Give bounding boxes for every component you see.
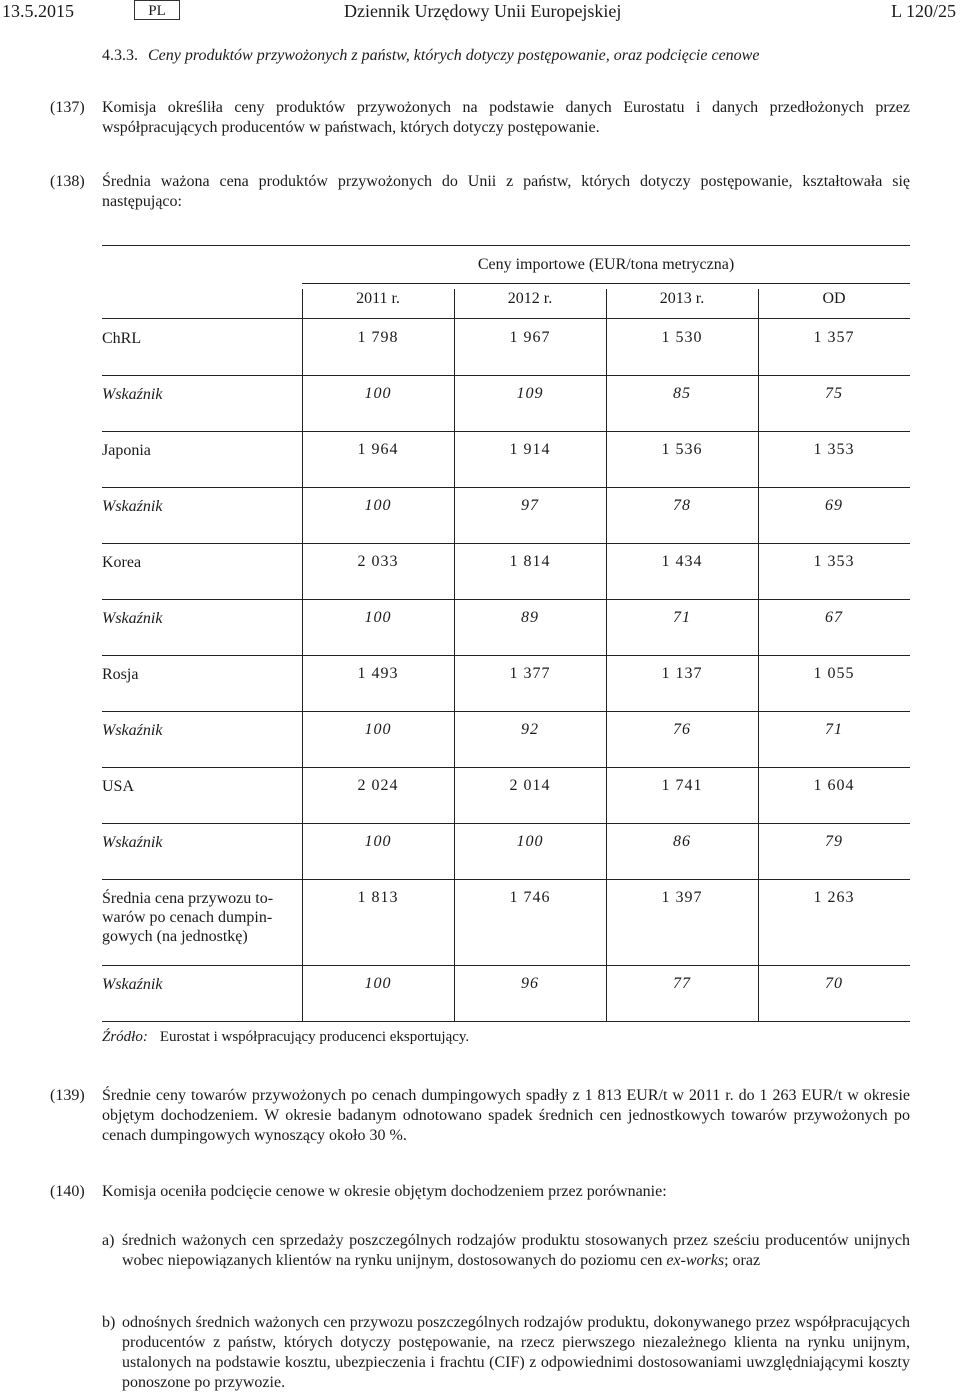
table-cell: 2 024 <box>357 777 399 794</box>
row-label: Japonia <box>102 442 151 459</box>
list-item-a <box>102 1231 910 1271</box>
table-cell: 69 <box>825 497 843 514</box>
source-text: Eurostat i współpracujący producenci eksportujący. <box>159 1029 470 1045</box>
row-label: Korea <box>102 554 142 571</box>
row-label: Wskaźnik <box>102 386 163 403</box>
table-cell: 89 <box>521 609 539 626</box>
table-caption: Ceny importowe (EUR/tona metryczna) <box>477 256 735 273</box>
paragraph-text: Komisja określiła ceny produktów przywożonych na podstawie danych Eurostatu i danych przedłożonych przez współpracujących producentów w państwach, których dotyczy postępowanie. <box>102 99 910 136</box>
table-row <box>102 319 910 375</box>
table-cell: 97 <box>521 497 539 514</box>
row-label: Wskaźnik <box>102 610 163 627</box>
table-cell: 1 055 <box>813 665 855 682</box>
paragraph-140 <box>50 1182 910 1202</box>
table-cell: 79 <box>825 833 843 850</box>
table-row <box>102 767 910 823</box>
table-row <box>102 711 910 767</box>
row-label: Rosja <box>102 666 139 683</box>
table-row <box>102 543 910 599</box>
table-cell: 1 604 <box>813 777 855 794</box>
table-row <box>102 375 910 431</box>
column-header: 2012 r. <box>507 290 553 307</box>
table-cell: 1 377 <box>509 665 551 682</box>
table-cell: 1 353 <box>813 553 855 570</box>
row-label: ChRL <box>102 330 142 347</box>
paragraph-number: (137) <box>50 99 85 116</box>
list-item-b <box>102 1313 910 1393</box>
table-cell: 1 137 <box>661 665 703 682</box>
list-item-text: odnośnych średnich ważonych cen przywozu poszczególnych rodzajów produktu, dokonywanego przez współpracujących producentów z państw, których dotyczy postępowanie, na rzecz pierwszego niezależnego klienta na rynku unijnym, ustalonych na podstawie kosztu, ubezpieczenia i frachtu (CIF) z odpowiednimi dostosowaniami uwzględniającymi koszty ponoszone po przywozie. <box>122 1314 910 1391</box>
paragraph-text: Średnie ceny towarów przywożonych po cenach dumpingowych spadły z 1 813 EUR/t w 2011 r. do 1 263 EUR/t w okresie objętym dochodzeniem. W okresie badanym odnotowano spadek średnich cen jednostkowych towarów przywożonych po cenach dumpingowych wynoszący około 30 %. <box>102 1087 910 1144</box>
row-rule <box>102 1021 910 1022</box>
table-cell: 78 <box>673 497 691 514</box>
section-heading <box>102 47 759 65</box>
table-cell: 70 <box>825 975 843 992</box>
table-row <box>102 599 910 655</box>
table-cell: 2 033 <box>357 553 399 570</box>
list-item-text: średnich ważonych cen sprzedaży poszczególnych rodzajów produktu stosowanych przez sześciu producentów unijnych wobec niepowiązanych klientów na rynku unijnym, dostosowanych do poziomu cen ex-works; oraz <box>122 1232 910 1269</box>
language-badge: PL <box>134 0 180 20</box>
table-cell: 71 <box>673 609 691 626</box>
table-cell: 2 014 <box>509 777 551 794</box>
row-label: Wskaźnik <box>102 498 163 515</box>
column-header: 2013 r. <box>659 290 705 307</box>
table-cell: 1 536 <box>661 441 703 458</box>
paragraph-138 <box>50 172 910 212</box>
table-cell: 1 914 <box>509 441 551 458</box>
table-cell: 100 <box>364 721 392 738</box>
row-label: Średnia cena przywozu to- warów po cenach dumpin- gowych (na jednostkę) <box>102 890 274 945</box>
table-header-years <box>302 289 910 319</box>
table-cell: 1 263 <box>813 889 855 906</box>
table-row <box>102 655 910 711</box>
table-cell: 96 <box>521 975 539 992</box>
table-cell: 1 357 <box>813 329 855 346</box>
paragraph-139 <box>50 1086 910 1146</box>
table-cell: 1 741 <box>661 777 703 794</box>
row-label: Wskaźnik <box>102 722 163 739</box>
paragraph-text: Średnia ważona cena produktów przywożonych do Unii z państw, których dotyczy postępowanie, kształtowała się następująco: <box>102 173 910 210</box>
table-cell: 1 397 <box>661 889 703 906</box>
row-label: Wskaźnik <box>102 976 163 993</box>
paragraph-number: (138) <box>50 173 85 190</box>
publication-date: 13.5.2015 <box>2 1 74 21</box>
table-cell: 100 <box>364 609 392 626</box>
table-cell: 86 <box>673 833 691 850</box>
table-caption-rule <box>302 283 910 284</box>
table-source <box>102 1029 469 1046</box>
table-top-rule <box>102 245 910 246</box>
row-label: USA <box>102 778 135 795</box>
table-cell: 1 964 <box>357 441 399 458</box>
table-cell: 85 <box>673 385 691 402</box>
table-cell: 76 <box>673 721 691 738</box>
table-row <box>102 431 910 487</box>
table-cell: 100 <box>364 833 392 850</box>
table-cell: 1 530 <box>661 329 703 346</box>
journal-title: Dziennik Urzędowy Unii Europejskiej <box>344 1 622 21</box>
table-cell: 67 <box>825 609 843 626</box>
table-cell: 75 <box>825 385 843 402</box>
table-cell: 1 967 <box>509 329 551 346</box>
table-cell: 77 <box>673 975 691 992</box>
page-reference: L 120/25 <box>891 1 956 21</box>
table-row <box>102 965 910 1021</box>
table-cell: 109 <box>516 385 544 402</box>
table-cell: 100 <box>364 497 392 514</box>
table-cell: 1 353 <box>813 441 855 458</box>
table-cell: 100 <box>364 385 392 402</box>
table-cell: 92 <box>521 721 539 738</box>
table-cell: 1 813 <box>357 889 399 906</box>
section-title: Ceny produktów przywożonych z państw, których dotyczy postępowanie, oraz podcięcie cenowe <box>148 47 760 64</box>
section-number: 4.3.3. <box>102 47 138 64</box>
paragraph-number: (139) <box>50 1087 85 1104</box>
table-cell: 1 434 <box>661 553 703 570</box>
table-cell: 1 746 <box>509 889 551 906</box>
table-row <box>102 487 910 543</box>
list-item-marker: a) <box>102 1232 115 1249</box>
source-label: Źródło: <box>102 1029 148 1045</box>
paragraph-number: (140) <box>50 1183 85 1200</box>
table-cell: 1 814 <box>509 553 551 570</box>
table-cell: 1 798 <box>357 329 399 346</box>
table-cell: 100 <box>364 975 392 992</box>
table-row <box>102 823 910 879</box>
column-header: OD <box>822 290 846 307</box>
row-label: Wskaźnik <box>102 834 163 851</box>
paragraph-137 <box>50 98 910 138</box>
table-row <box>102 879 910 965</box>
table-cell: 1 493 <box>357 665 399 682</box>
table-cell: 71 <box>825 721 843 738</box>
list-item-marker: b) <box>102 1314 116 1331</box>
paragraph-text: Komisja oceniła podcięcie cenowe w okresie objętym dochodzeniem przez porównanie: <box>102 1183 667 1200</box>
column-header: 2011 r. <box>356 290 400 307</box>
table-cell: 100 <box>516 833 544 850</box>
